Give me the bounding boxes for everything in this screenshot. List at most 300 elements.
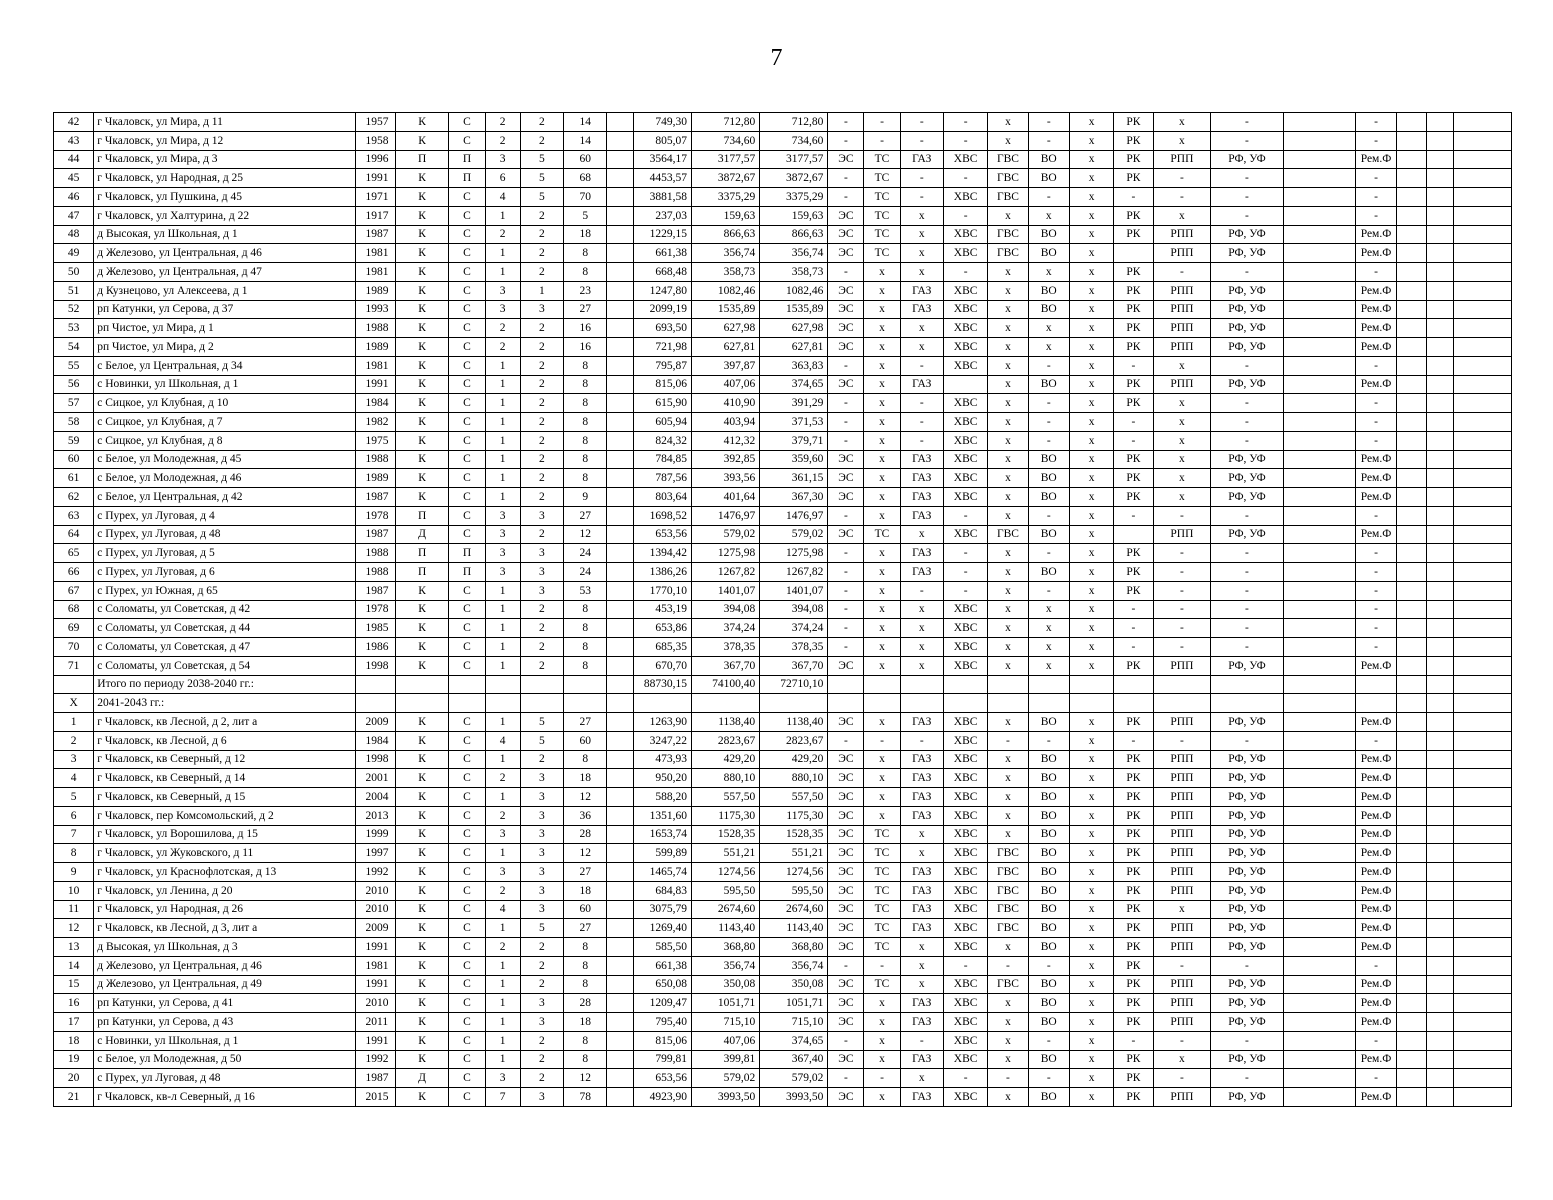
table-cell: д Железово, ул Центральная, д 49 <box>94 975 355 994</box>
table-cell: ГАЗ <box>900 375 943 394</box>
table-cell: Рем.Ф <box>1355 1050 1396 1069</box>
table-cell: 57 <box>54 394 94 413</box>
table-cell: РК <box>1114 1013 1153 1032</box>
table-cell: х <box>864 506 900 525</box>
table-cell: ХВС <box>943 825 987 844</box>
table-cell: 2 <box>485 338 520 357</box>
table-cell: 1 <box>485 206 520 225</box>
table-cell: К <box>395 488 449 507</box>
table-cell: - <box>1153 263 1211 282</box>
table-cell: 3 <box>485 300 520 319</box>
table-cell: 1082,46 <box>760 281 828 300</box>
table-cell: 5 <box>520 169 563 188</box>
table-cell: ЭС <box>828 300 864 319</box>
table-cell: - <box>900 188 943 207</box>
table-cell <box>1427 844 1454 863</box>
table-cell: 401,64 <box>692 488 760 507</box>
table-cell <box>1069 694 1113 713</box>
table-cell: - <box>943 263 987 282</box>
table-cell: 391,29 <box>760 394 828 413</box>
table-cell: 368,80 <box>692 938 760 957</box>
table-cell: х <box>1069 956 1113 975</box>
table-cell <box>1453 900 1511 919</box>
table-cell: РК <box>1114 938 1153 957</box>
table-cell: 668,48 <box>634 263 692 282</box>
table-cell: ХВС <box>943 413 987 432</box>
table-cell <box>1453 619 1511 638</box>
table-cell: 358,73 <box>692 263 760 282</box>
table-cell: - <box>1211 563 1283 582</box>
table-cell: П <box>395 150 449 169</box>
table-cell <box>1427 1069 1454 1088</box>
table-row <box>54 863 1512 882</box>
table-cell <box>1427 788 1454 807</box>
table-cell: 7 <box>54 825 94 844</box>
table-cell: 3 <box>485 506 520 525</box>
table-cell: 8 <box>564 656 607 675</box>
table-cell: х <box>988 656 1028 675</box>
table-cell: 1978 <box>355 506 395 525</box>
table-cell: х <box>900 244 943 263</box>
table-cell: 2 <box>520 413 563 432</box>
table-cell: 8 <box>564 619 607 638</box>
table-cell: х <box>900 1069 943 1088</box>
table-cell: 48 <box>54 225 94 244</box>
table-cell: РФ, УФ <box>1211 919 1283 938</box>
table-cell <box>1427 581 1454 600</box>
table-cell: К <box>395 713 449 732</box>
table-cell: П <box>395 506 449 525</box>
table-cell: х <box>988 619 1028 638</box>
table-cell: 1 <box>485 488 520 507</box>
table-cell: РПП <box>1153 938 1211 957</box>
table-cell: С <box>449 394 485 413</box>
table-cell <box>607 656 634 675</box>
table-cell: 1 <box>485 956 520 975</box>
table-cell: Д <box>395 525 449 544</box>
table-cell: - <box>828 638 864 657</box>
table-cell: ХВС <box>943 300 987 319</box>
table-cell: - <box>828 263 864 282</box>
table-cell: - <box>828 113 864 132</box>
table-cell: 2823,67 <box>760 731 828 750</box>
table-cell <box>1028 675 1069 694</box>
table-cell <box>1453 1088 1511 1107</box>
table-cell <box>1453 300 1511 319</box>
table-cell <box>1453 338 1511 357</box>
table-cell: 1263,90 <box>634 713 692 732</box>
table-cell: х <box>1028 600 1069 619</box>
table-cell: 1 <box>485 1031 520 1050</box>
table-cell <box>1283 638 1355 657</box>
table-cell: 67 <box>54 581 94 600</box>
table-cell: 1175,30 <box>760 806 828 825</box>
table-cell: С <box>449 225 485 244</box>
table-cell: РК <box>1114 263 1153 282</box>
table-cell: 1985 <box>355 619 395 638</box>
table-cell: х <box>1069 506 1113 525</box>
table-cell: П <box>449 563 485 582</box>
table-cell: С <box>449 356 485 375</box>
table-cell: г Чкаловск, ул Жуковского, д 11 <box>94 844 355 863</box>
table-cell: 3 <box>520 506 563 525</box>
table-cell <box>1427 1031 1454 1050</box>
table-cell: - <box>943 169 987 188</box>
table-cell: - <box>828 563 864 582</box>
table-cell: 453,19 <box>634 600 692 619</box>
table-cell <box>485 694 520 713</box>
table-cell: 1982 <box>355 413 395 432</box>
table-cell: 17 <box>54 1013 94 1032</box>
table-cell: х <box>900 600 943 619</box>
table-cell: - <box>1114 638 1153 657</box>
table-cell: 1 <box>485 975 520 994</box>
table-cell: Рем.Ф <box>1355 488 1396 507</box>
table-cell: х <box>1153 900 1211 919</box>
table-cell: 1274,56 <box>760 863 828 882</box>
table-cell: ГВС <box>988 844 1028 863</box>
table-cell: - <box>988 1069 1028 1088</box>
table-cell: х <box>1069 319 1113 338</box>
table-cell: ТС <box>864 169 900 188</box>
table-cell: К <box>395 994 449 1013</box>
table-cell: 2009 <box>355 919 395 938</box>
table-cell <box>1427 525 1454 544</box>
table-cell: ВО <box>1028 863 1069 882</box>
table-cell: 359,60 <box>760 450 828 469</box>
table-cell: х <box>988 1050 1028 1069</box>
table-cell: С <box>449 1088 485 1107</box>
table-cell: 1991 <box>355 1031 395 1050</box>
table-cell: - <box>1153 1069 1211 1088</box>
table-cell: - <box>828 956 864 975</box>
table-cell: - <box>1153 506 1211 525</box>
table-cell <box>607 244 634 263</box>
table-cell: 2010 <box>355 881 395 900</box>
table-cell <box>1283 394 1355 413</box>
table-cell: 3375,29 <box>760 188 828 207</box>
table-cell: С <box>449 113 485 132</box>
table-cell: - <box>1028 544 1069 563</box>
table-cell: - <box>943 581 987 600</box>
table-cell: 787,56 <box>634 469 692 488</box>
table-cell <box>1397 844 1427 863</box>
table-cell <box>1114 694 1153 713</box>
table-cell: 8 <box>564 394 607 413</box>
table-cell: 65 <box>54 544 94 563</box>
table-cell: х <box>1069 469 1113 488</box>
table-cell: РК <box>1114 225 1153 244</box>
table-cell <box>607 525 634 544</box>
table-cell: РК <box>1114 825 1153 844</box>
table-cell: 2674,60 <box>760 900 828 919</box>
table-cell: 1987 <box>355 1069 395 1088</box>
table-cell <box>1427 450 1454 469</box>
table-cell: х <box>900 656 943 675</box>
table-cell: - <box>828 1031 864 1050</box>
table-cell: ХВС <box>943 938 987 957</box>
table-cell: РПП <box>1153 225 1211 244</box>
table-cell: ХВС <box>943 863 987 882</box>
table-cell: С <box>449 788 485 807</box>
table-cell: рп Катунки, ул Серова, д 43 <box>94 1013 355 1032</box>
table-cell: С <box>449 206 485 225</box>
table-cell: ТС <box>864 938 900 957</box>
table-cell: 12 <box>54 919 94 938</box>
table-cell: ХВС <box>943 619 987 638</box>
table-cell: 1993 <box>355 300 395 319</box>
table-cell: ГАЗ <box>900 994 943 1013</box>
table-cell <box>1453 225 1511 244</box>
table-cell: х <box>1153 206 1211 225</box>
table-cell: х <box>1069 919 1113 938</box>
table-cell: 3 <box>485 525 520 544</box>
table-cell: 1 <box>485 469 520 488</box>
table-cell: ВО <box>1028 788 1069 807</box>
table-cell: 68 <box>54 600 94 619</box>
table-cell: 18 <box>54 1031 94 1050</box>
table-cell: ХВС <box>943 1050 987 1069</box>
table-cell: 1 <box>485 450 520 469</box>
table-cell: РК <box>1114 488 1153 507</box>
table-cell: 3177,57 <box>760 150 828 169</box>
table-cell: х <box>1069 938 1113 957</box>
table-cell <box>1453 1069 1511 1088</box>
table-cell <box>1397 525 1427 544</box>
table-cell: 16 <box>54 994 94 1013</box>
table-cell: - <box>1211 581 1283 600</box>
table-cell <box>1427 694 1454 713</box>
table-cell: ХВС <box>943 656 987 675</box>
table-cell: РФ, УФ <box>1211 225 1283 244</box>
table-cell: РФ, УФ <box>1211 769 1283 788</box>
table-cell: 71 <box>54 656 94 675</box>
table-cell: 653,56 <box>634 1069 692 1088</box>
table-cell <box>943 694 987 713</box>
table-cell: х <box>1069 806 1113 825</box>
table-cell: х <box>988 375 1028 394</box>
table-cell: - <box>1355 263 1396 282</box>
table-cell <box>1427 750 1454 769</box>
table-cell <box>1453 506 1511 525</box>
table-cell <box>1453 994 1511 1013</box>
table-cell: х <box>864 563 900 582</box>
table-row <box>54 656 1512 675</box>
table-cell: 1275,98 <box>692 544 760 563</box>
table-cell: 8 <box>564 1031 607 1050</box>
table-cell: 1 <box>485 638 520 657</box>
table-cell: РК <box>1114 206 1153 225</box>
table-cell: РПП <box>1153 919 1211 938</box>
table-cell: ВО <box>1028 844 1069 863</box>
table-cell: С <box>449 600 485 619</box>
table-cell <box>1453 244 1511 263</box>
table-cell: х <box>1153 356 1211 375</box>
table-cell: РК <box>1114 656 1153 675</box>
table-cell: 8 <box>54 844 94 863</box>
table-cell: - <box>1114 731 1153 750</box>
table-cell: 627,81 <box>760 338 828 357</box>
table-cell: 712,80 <box>760 113 828 132</box>
table-cell: 866,63 <box>760 225 828 244</box>
table-cell: 685,35 <box>634 638 692 657</box>
table-cell: ЭС <box>828 488 864 507</box>
table-cell <box>1283 656 1355 675</box>
table-cell: х <box>1069 244 1113 263</box>
table-cell <box>692 694 760 713</box>
table-cell: С <box>449 469 485 488</box>
table-cell: х <box>1153 469 1211 488</box>
table-cell: 880,10 <box>760 769 828 788</box>
table-cell <box>1069 675 1113 694</box>
table-cell: 734,60 <box>760 131 828 150</box>
table-cell: С <box>449 769 485 788</box>
table-cell: - <box>1114 356 1153 375</box>
table-cell: Рем.Ф <box>1355 375 1396 394</box>
table-cell <box>1453 919 1511 938</box>
table-cell <box>1427 881 1454 900</box>
table-cell: 8 <box>564 956 607 975</box>
table-cell: 1229,15 <box>634 225 692 244</box>
table-cell <box>1453 750 1511 769</box>
table-cell: ХВС <box>943 919 987 938</box>
table-cell: - <box>1355 638 1396 657</box>
table-cell <box>1397 281 1427 300</box>
table-cell: 14 <box>54 956 94 975</box>
table-cell: Рем.Ф <box>1355 281 1396 300</box>
table-cell <box>1427 356 1454 375</box>
table-cell <box>607 863 634 882</box>
table-cell: 2 <box>520 975 563 994</box>
table-cell: С <box>449 900 485 919</box>
table-cell <box>1283 919 1355 938</box>
table-cell: х <box>1069 113 1113 132</box>
table-cell <box>1397 1013 1427 1032</box>
table-cell <box>1397 956 1427 975</box>
table-cell: г Чкаловск, ул Народная, д 25 <box>94 169 355 188</box>
table-cell: - <box>1355 600 1396 619</box>
table-cell: 1 <box>485 844 520 863</box>
table-cell: К <box>395 900 449 919</box>
table-row <box>54 769 1512 788</box>
table-cell: РФ, УФ <box>1211 881 1283 900</box>
table-cell: х <box>988 638 1028 657</box>
table-cell: 1996 <box>355 150 395 169</box>
table-cell: 356,74 <box>692 956 760 975</box>
table-cell: х <box>1069 356 1113 375</box>
table-cell: х <box>988 300 1028 319</box>
table-cell: С <box>449 619 485 638</box>
table-cell: 2009 <box>355 713 395 732</box>
table-cell <box>1283 338 1355 357</box>
table-cell <box>1427 150 1454 169</box>
table-cell: К <box>395 281 449 300</box>
table-cell: 4 <box>485 731 520 750</box>
table-cell: С <box>449 263 485 282</box>
table-cell: ХВС <box>943 788 987 807</box>
table-cell: с Пурех, ул Луговая, д 6 <box>94 563 355 582</box>
table-row <box>54 394 1512 413</box>
table-cell <box>1283 525 1355 544</box>
table-cell: 368,80 <box>760 938 828 957</box>
table-cell <box>1283 506 1355 525</box>
table-cell <box>1397 881 1427 900</box>
table-cell: 3 <box>520 581 563 600</box>
table-cell <box>1283 994 1355 1013</box>
table-cell: 358,73 <box>760 263 828 282</box>
table-cell: 1988 <box>355 544 395 563</box>
table-cell: 28 <box>564 825 607 844</box>
table-cell: - <box>1355 113 1396 132</box>
table-cell <box>1427 956 1454 975</box>
table-cell: РФ, УФ <box>1211 656 1283 675</box>
table-cell: К <box>395 1088 449 1107</box>
table-cell: 8 <box>564 431 607 450</box>
table-cell: 3375,29 <box>692 188 760 207</box>
table-cell <box>607 975 634 994</box>
table-cell: 5 <box>520 150 563 169</box>
table-cell: Рем.Ф <box>1355 825 1396 844</box>
table-cell: С <box>449 1031 485 1050</box>
table-cell: 2 <box>485 769 520 788</box>
table-cell: 2011 <box>355 1013 395 1032</box>
table-cell: х <box>988 131 1028 150</box>
table-cell: 3872,67 <box>760 169 828 188</box>
table-cell <box>607 263 634 282</box>
table-cell: РФ, УФ <box>1211 338 1283 357</box>
table-cell: РК <box>1114 900 1153 919</box>
table-cell: - <box>1211 431 1283 450</box>
table-cell: Рем.Ф <box>1355 938 1396 957</box>
table-cell: 2010 <box>355 900 395 919</box>
table-cell: 2 <box>520 1050 563 1069</box>
table-cell: 3 <box>485 150 520 169</box>
table-cell <box>1283 1069 1355 1088</box>
table-cell: К <box>395 1050 449 1069</box>
table-cell: 1 <box>485 394 520 413</box>
table-row <box>54 994 1512 1013</box>
table-cell: 1987 <box>355 581 395 600</box>
table-cell: - <box>1153 1031 1211 1050</box>
table-cell: ТС <box>864 225 900 244</box>
table-cell: 46 <box>54 188 94 207</box>
table-cell: 5 <box>520 731 563 750</box>
table-cell: 3872,67 <box>692 169 760 188</box>
table-cell: 551,21 <box>692 844 760 863</box>
table-cell: П <box>449 150 485 169</box>
table-cell: 2 <box>54 731 94 750</box>
table-row <box>54 1069 1512 1088</box>
table-cell: х <box>988 994 1028 1013</box>
table-cell <box>607 844 634 863</box>
table-cell: х <box>1069 150 1113 169</box>
table-cell: 1 <box>485 750 520 769</box>
table-cell <box>1427 731 1454 750</box>
table-cell <box>1397 206 1427 225</box>
table-cell: х <box>1069 1069 1113 1088</box>
table-cell: 61 <box>54 469 94 488</box>
table-cell <box>1427 825 1454 844</box>
table-cell: х <box>1069 1088 1113 1107</box>
table-cell: - <box>943 544 987 563</box>
table-cell: 3247,22 <box>634 731 692 750</box>
table-cell: г Чкаловск, ул Пушкина, д 45 <box>94 188 355 207</box>
table-row <box>54 188 1512 207</box>
table-cell: 27 <box>564 506 607 525</box>
table-cell <box>607 375 634 394</box>
table-cell <box>1453 731 1511 750</box>
table-cell <box>1397 394 1427 413</box>
